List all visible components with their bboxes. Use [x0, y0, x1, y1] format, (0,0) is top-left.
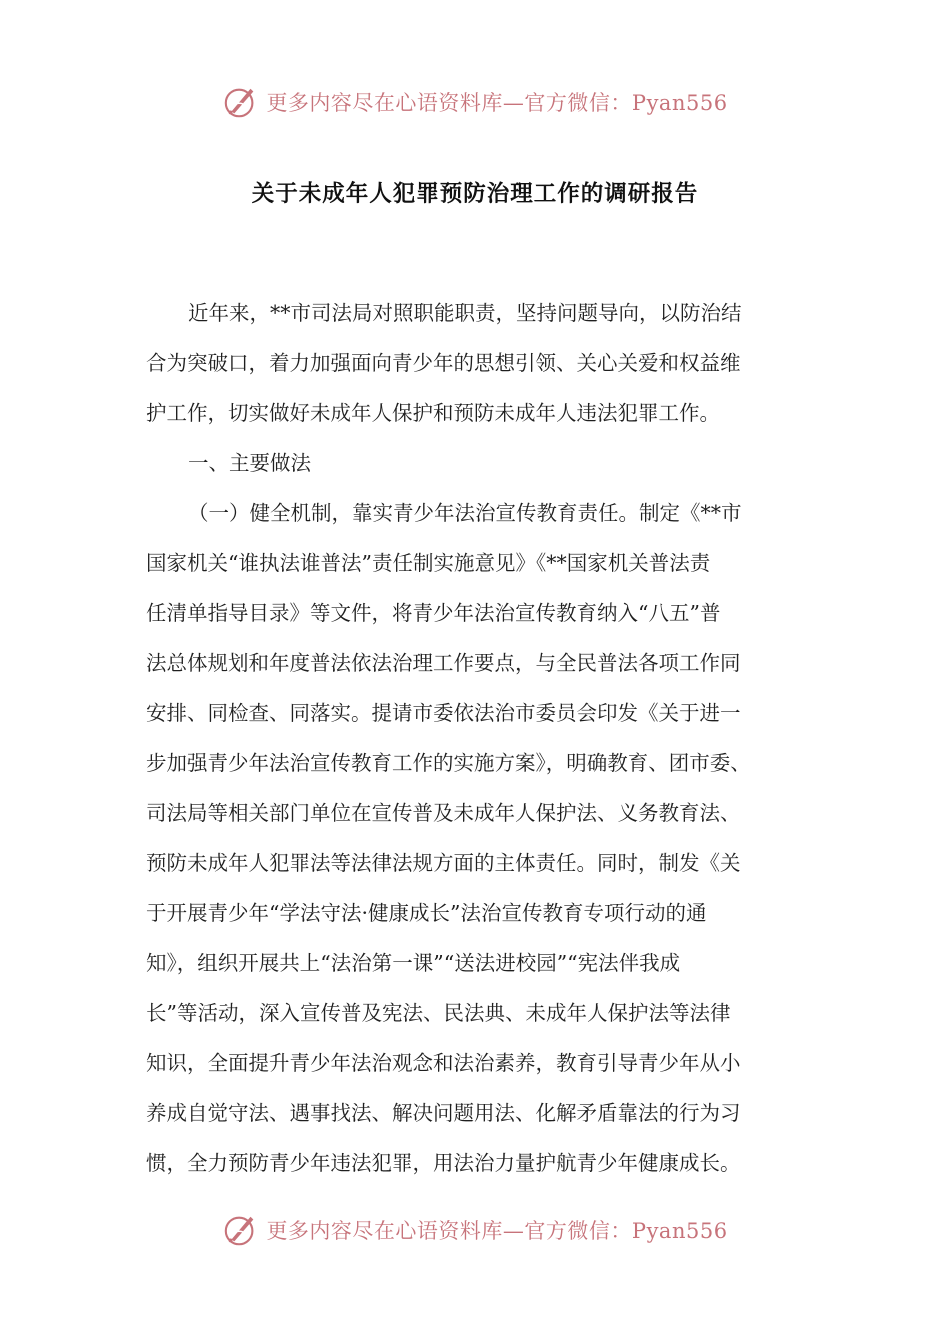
- paragraph-line: 步加强青少年法治宣传教育工作的实施方案》，明确教育、团市委、: [146, 751, 751, 775]
- watermark-text: 更多内容尽在心语资料库—官方微信：Pyan556: [266, 1219, 728, 1243]
- paragraph-line: 知识，全面提升青少年法治观念和法治素养，教育引导青少年从小: [146, 1051, 741, 1075]
- document-body: [146, 288, 806, 1188]
- paragraph-line: 预防未成年人犯罪法等法律法规方面的主体责任。同时，制发《关: [146, 851, 741, 875]
- paragraph-line: 护工作，切实做好未成年人保护和预防未成年人违法犯罪工作。: [146, 401, 720, 425]
- paragraph-line: 长”等活动，深入宣传普及宪法、民法典、未成年人保护法等法律: [146, 1001, 731, 1025]
- paragraph-line: 任清单指导目录》等文件，将青少年法治宣传教育纳入“八五”普: [146, 601, 721, 625]
- paragraph-line: 司法局等相关部门单位在宣传普及未成年人保护法、义务教育法、: [146, 801, 741, 825]
- watermark-banner-top: [0, 80, 950, 124]
- paragraph-line: 合为突破口，着力加强面向青少年的思想引领、关心关爱和权益维: [146, 351, 741, 375]
- paragraph-line: 于开展青少年“学法守法·健康成长”法治宣传教育专项行动的通: [146, 901, 707, 925]
- section-heading: 一、主要做法: [188, 451, 311, 475]
- paragraph-line: 近年来，**市司法局对照职能职责，坚持问题导向，以防治结: [188, 301, 742, 325]
- document-title: 关于未成年人犯罪预防治理工作的调研报告: [251, 181, 699, 207]
- quill-pen-circle-icon: [222, 83, 260, 121]
- quill-pen-circle-icon: [222, 1211, 260, 1249]
- paragraph-line: 养成自觉守法、遇事找法、解决问题用法、化解矛盾靠法的行为习: [146, 1101, 741, 1125]
- paragraph-line: 法总体规划和年度普法依法治理工作要点，与全民普法各项工作同: [146, 651, 741, 675]
- paragraph-line: 知》，组织开展共上“法治第一课”“送法进校园”“宪法伴我成: [146, 951, 681, 975]
- watermark-text: 更多内容尽在心语资料库—官方微信：Pyan556: [266, 91, 728, 115]
- paragraph-line: 国家机关“谁执法谁普法”责任制实施意见》《**国家机关普法责: [146, 551, 711, 575]
- watermark-banner-bottom: [0, 1208, 950, 1252]
- paragraph-line: 安排、同检查、同落实。提请市委依法治市委员会印发《关于进一: [146, 701, 741, 725]
- paragraph-line: （一）健全机制，靠实青少年法治宣传教育责任。制定《**市: [188, 501, 742, 525]
- paragraph-line: 惯，全力预防青少年违法犯罪，用法治力量护航青少年健康成长。: [146, 1151, 741, 1175]
